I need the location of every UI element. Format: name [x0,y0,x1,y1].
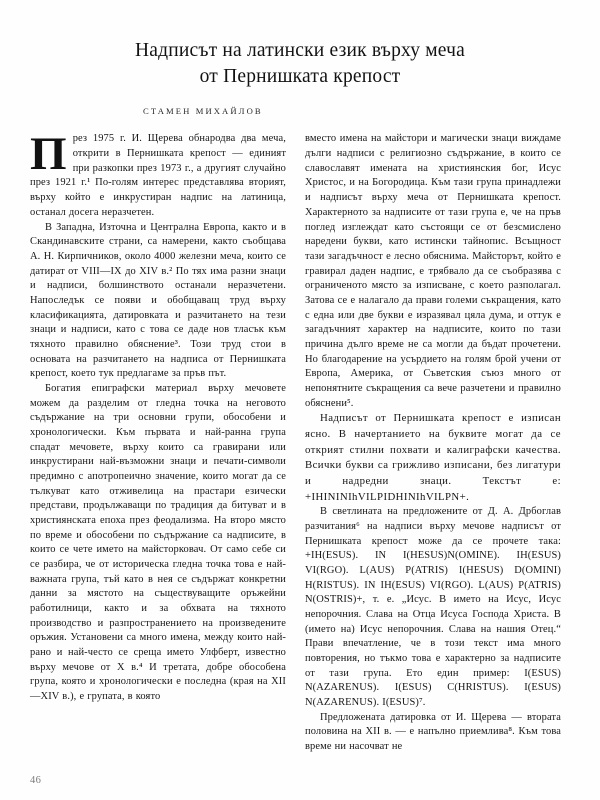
drop-cap: П [30,128,67,181]
paragraph-text: рез 1975 г. И. Щерева обнародва два меча, открити в Пернишката крепост — единият при разкопки през 1973 г., а другият случайно през 1921 г.¹ По-голям интерес представлява вторият, върху който е инкрустиран надпис на латиница, останал досега неразчетен. [30,133,286,218]
paragraph [30,382,286,705]
page-number: 46 [30,775,42,786]
paragraph [305,505,561,710]
body-columns [30,128,570,754]
title-line-2: от Пернишката крепост [199,65,401,87]
paragraph [305,132,561,411]
paragraph [30,128,286,220]
paragraph-text: Предложената датировка от И. Щерева — втората половина на XII в. — е напълно приемлива⁸. Към това време ни насочват не [305,711,561,753]
paragraph-text: вместо имена на майстори и магически знаци виждаме дълги надписи с религиозно съдържание, в които се славославят имената на християнския бог, Исус Христос, и на Богородица. Към тази група принадлежи и надписът върху меча от Пернишката крепост. Характерното за надписите от тази група е, че на пръв поглед изглеждат като състоящи се от безсмислено наредени букви, като истински тайнопис. Всъщност тази загадъчност е лесно обяснима. Майсторът, който е гравирал даден надпис, е трябвало да се съобразява с ограниченото място за изписване, с което разполагал. Затова се е налагало да прави големи съкращения, като с една или две букви е изразявал цяла дума, и оттук е загадъчният характер на надписите, които по тази причина дълго време не са могли да бъдат прочетени. Но благодарение на усърдието на голям брой учени от Европа, Америка, от Съветския съюз много от непонятните съкращения са вече разчетени и правилно обяснени⁵. [305,133,561,409]
paragraph-text: В светлината на предложените от Д. А. Дрбоглав разчитания⁶ на надписи върху мечове надписът от Пернишката крепост може да се прочете така: +IH(ESUS). IN I(HESUS)N(OMINE). IH(ESUS) VI(RGO). L(AUS) P(ATRIS) I(HESUS) D(OMINI) H(RISTUS). IN IH(ESUS) VI(RGO). L(AUS) P(ATRIS) N(OSTRIS)+, т. е. „Исус. В името на Исус, Исус непорочния. Слава на Отца Исуса Господа Христа. В (името на) Исус непорочния. Слава на нашия Отец.“ Прави впечатление, че в този текст има много повторения, но тъкмо това е характерно за надписите от тази група. Ето един пример: I(ESUS) N(AZARENUS). I(ESUS) C(HRISTUS). I(ESUS) N(AZARENUS). I(ESUS)⁷. [305,506,561,708]
left-column [30,128,286,704]
title-line-1: Надписът на латински език върху меча [134,40,466,61]
right-column [305,132,561,754]
paragraph-text: Богатия епиграфски материал върху мечовете можем да разделим от гледна точка на неговото съдържание на три основни групи, обособени и хронологически. Към първата и най-ранна група спадат мечовете, върху които са гравирани или инкрустирани най-възможни знаци и печати-символи предимно с апотропеично значение, които могат да се тълкуват като отживелица на прастари езически представи, продължаващи по традиция да битуват и в християнската епоха през феодализма. На второ място по време и обособени по съдържание са надписите, в които се чете името на майсторковач. От само себе си се разбира, че от историческа гледна точка това е най-важната група, тъй като в нея се съдържат конкретни данни за мястото на съществуващите оръжейни работилници, както и за обхвата на тяхното производство и разпространението на произведените оръжия. Установени са много имена, между които най-рано и най-често се среща името Улфберт, известно върху мечове от X в.⁴ И третата, добре обособена група, която и хронологически е последна (края на XII—XIV в.), е групата, в която [30,382,286,702]
paragraph-text: Надписът от Пернишката крепост е изписан ясно. В начертанието на буквите могат да се открият стилни похвати и калиграфски качества. Всички букви са грижливо изписани, без лигатури и надредни знаци. Текстът е: +IHININIhVILPIDHINIhVILPN+. [305,412,561,503]
paragraph-text: В Западна, Източна и Централна Европа, както и в Скандинавските страни, са намерени, както съобщава А. Н. Кирпичников, около 4000 железни меча, които се датират от VIII—IX до XIV в.² По тях има разни знаци и надписи, болшинството останали неразчетени. Напоследък се появи и обобщаващ труд върху класификацията, датировката и разчитането на тези знаци и надписи, като с това се даде нов тласък към тяхното правилно обяснение³. Този труд стои в основата на разчитането на надписа от Пернишката крепост, което тук предлагаме за пръв път. [30,221,286,380]
paragraph [30,221,286,382]
paragraph [305,711,561,755]
page-title [70,38,530,89]
title-block [30,38,570,116]
author-byline: СТАМЕН МИХАЙЛОВ [143,106,263,117]
paragraph [305,411,561,505]
